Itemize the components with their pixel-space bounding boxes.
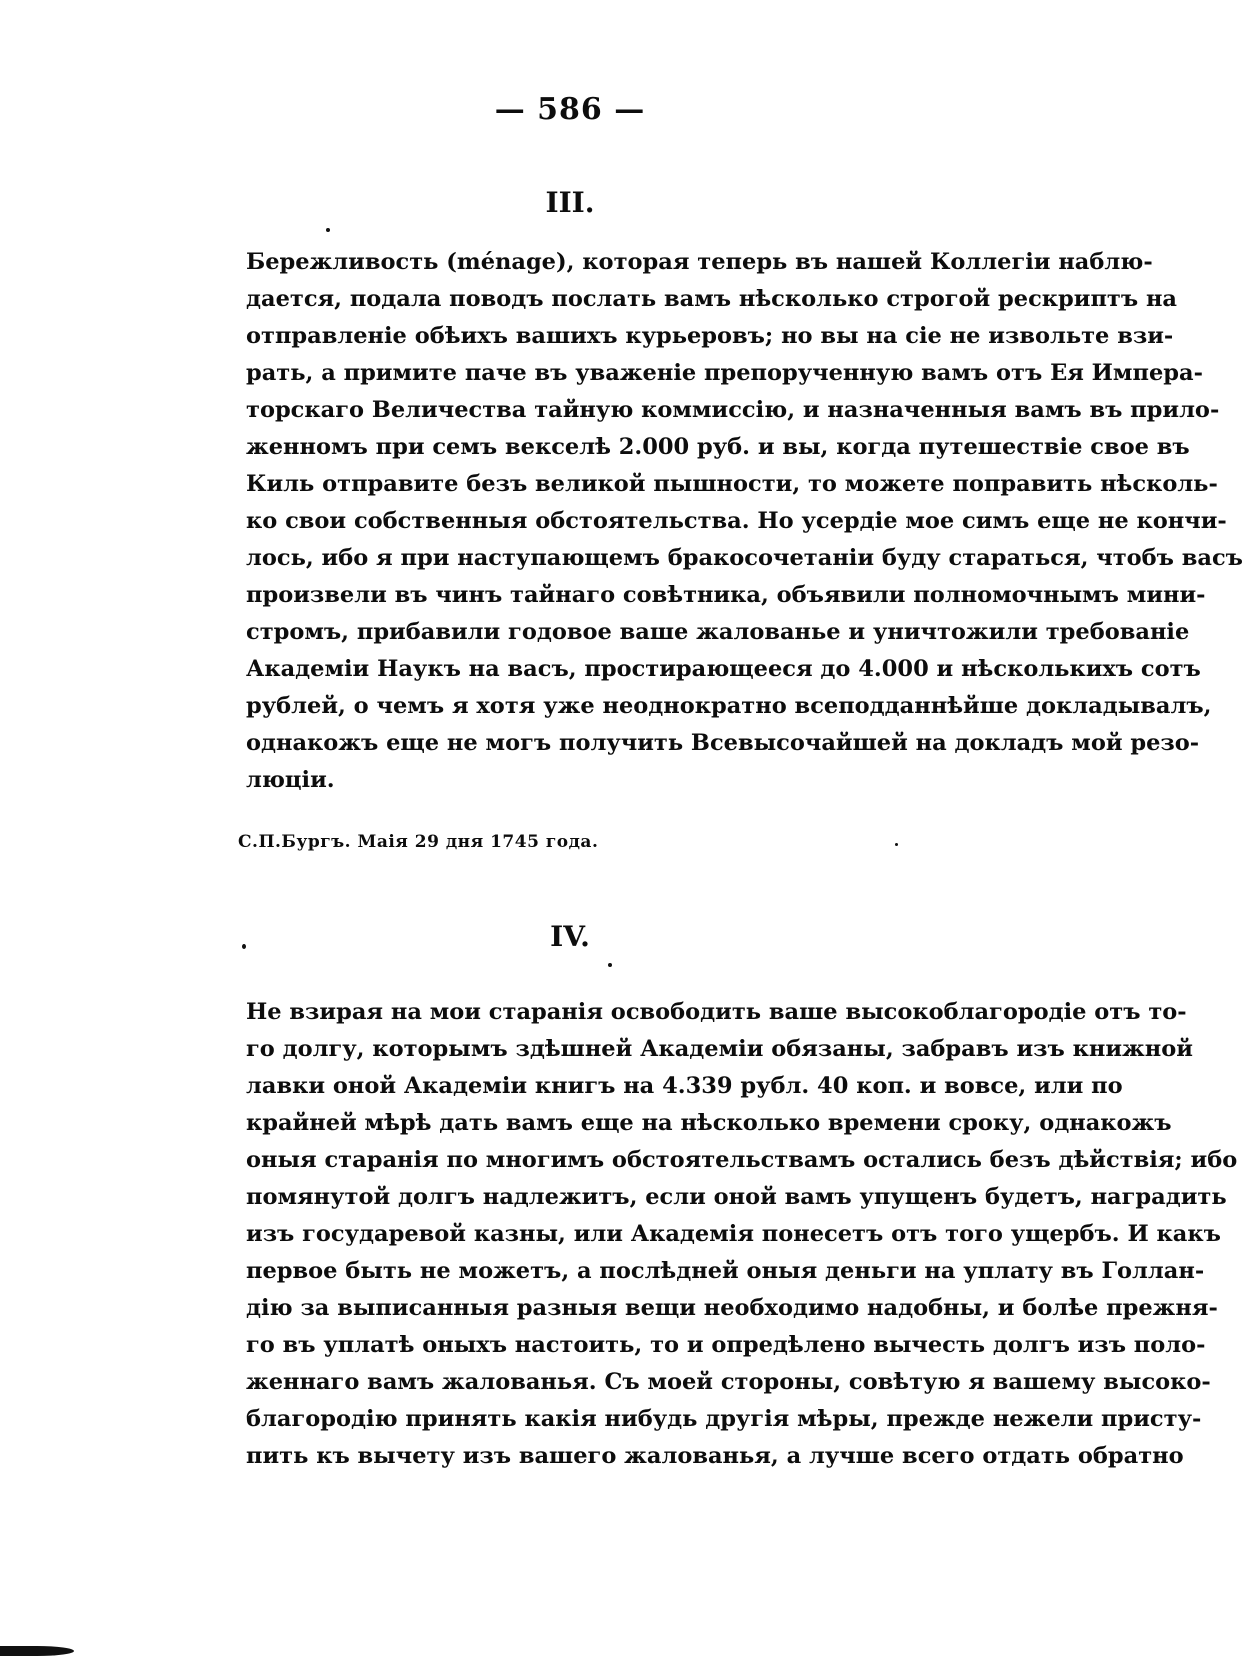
scan-speck <box>895 843 898 846</box>
text-line: стромъ, прибавили годовое ваше жалованье и уничтожили требованіе <box>246 619 1190 645</box>
text-line: крайней мѣрѣ дать вамъ еще на нѣсколько времени сроку, однакожъ <box>246 1110 1172 1136</box>
text-line: произвели въ чинъ тайнаго совѣтника, объявили полномочнымъ мини- <box>246 582 1206 608</box>
section-iii-text <box>246 244 1243 799</box>
text-line: дается, подала поводъ послать вамъ нѣсколько строгой рескриптъ на <box>246 286 1178 312</box>
scan-speck <box>242 944 246 949</box>
section-iv-text <box>246 994 1238 1475</box>
text-line: лось, ибо я при наступающемъ бракосочетаніи буду стараться, чтобъ васъ <box>246 545 1243 571</box>
text-line: Не взирая на мои старанія освободить ваше высокоблагородіе отъ то- <box>246 999 1187 1025</box>
text-line: отправленіе обѣихъ вашихъ курьеровъ; но вы на сіе не извольте взи- <box>246 323 1174 349</box>
text-line: дію за выписанныя разныя вещи необходимо надобны, и болѣе прежня- <box>246 1295 1218 1321</box>
scan-speck <box>608 963 612 967</box>
section-heading-iv: IV. <box>550 920 590 953</box>
page-number: — 586 — <box>494 92 646 127</box>
text-line: женномъ при семъ векселѣ 2.000 руб. и вы, когда путешествіе свое въ <box>246 434 1190 460</box>
text-line: лавки оной Академіи книгъ на 4.339 рубл. 40 коп. и вовсе, или по <box>246 1073 1123 1099</box>
text-line: рублей, о чемъ я хотя уже неоднократно всеподданнѣйше докладывалъ, <box>246 693 1212 719</box>
text-line: изъ государевой казны, или Академія понесетъ отъ того ущербъ. И какъ <box>246 1221 1221 1247</box>
text-line: люціи. <box>246 767 335 793</box>
text-line: Академіи Наукъ на васъ, простирающееся до 4.000 и нѣсколькихъ сотъ <box>246 656 1201 682</box>
text-line: пить къ вычету изъ вашего жалованья, а лучше всего отдать обратно <box>246 1443 1184 1469</box>
text-line: рать, а примите паче въ уваженіе препорученную вамъ отъ Ея Импера- <box>246 360 1203 386</box>
text-line: однакожъ еще не могъ получить Всевысочайшей на докладъ мой резо- <box>246 730 1200 756</box>
text-line: го долгу, которымъ здѣшней Академіи обязаны, забравъ изъ книжной <box>246 1036 1193 1062</box>
text-line: Киль отправите безъ великой пышности, то можете поправить нѣсколь- <box>246 471 1218 497</box>
text-line: Бережливость (ménage), которая теперь въ нашей Коллегіи наблю- <box>246 249 1153 275</box>
date-signature: С.П.Бургъ. Маія 29 дня 1745 года. <box>238 832 599 852</box>
text-line: го въ уплатѣ оныхъ настоить, то и опредѣлено вычесть долгъ изъ поло- <box>246 1332 1206 1358</box>
scan-edge-mark <box>0 1646 74 1656</box>
text-line: благородію принять какія нибудь другія мѣры, прежде нежели присту- <box>246 1406 1202 1432</box>
section-heading-iii: III. <box>545 186 595 219</box>
text-line: ко свои собственныя обстоятельства. Но усердіе мое симъ еще не кончи- <box>246 508 1227 534</box>
text-line: торскаго Величества тайную коммиссію, и назначенныя вамъ въ прило- <box>246 397 1220 423</box>
text-line: женнаго вамъ жалованья. Съ моей стороны, совѣтую я вашему высоко- <box>246 1369 1211 1395</box>
text-line: первое быть не можетъ, а послѣдней оныя деньги на уплату въ Голлан- <box>246 1258 1205 1284</box>
scan-speck <box>326 228 330 232</box>
text-line: оныя старанія по многимъ обстоятельствамъ остались безъ дѣйствія; ибо <box>246 1147 1238 1173</box>
text-line: помянутой долгъ надлежитъ, если оной вамъ упущенъ будетъ, наградить <box>246 1184 1227 1210</box>
